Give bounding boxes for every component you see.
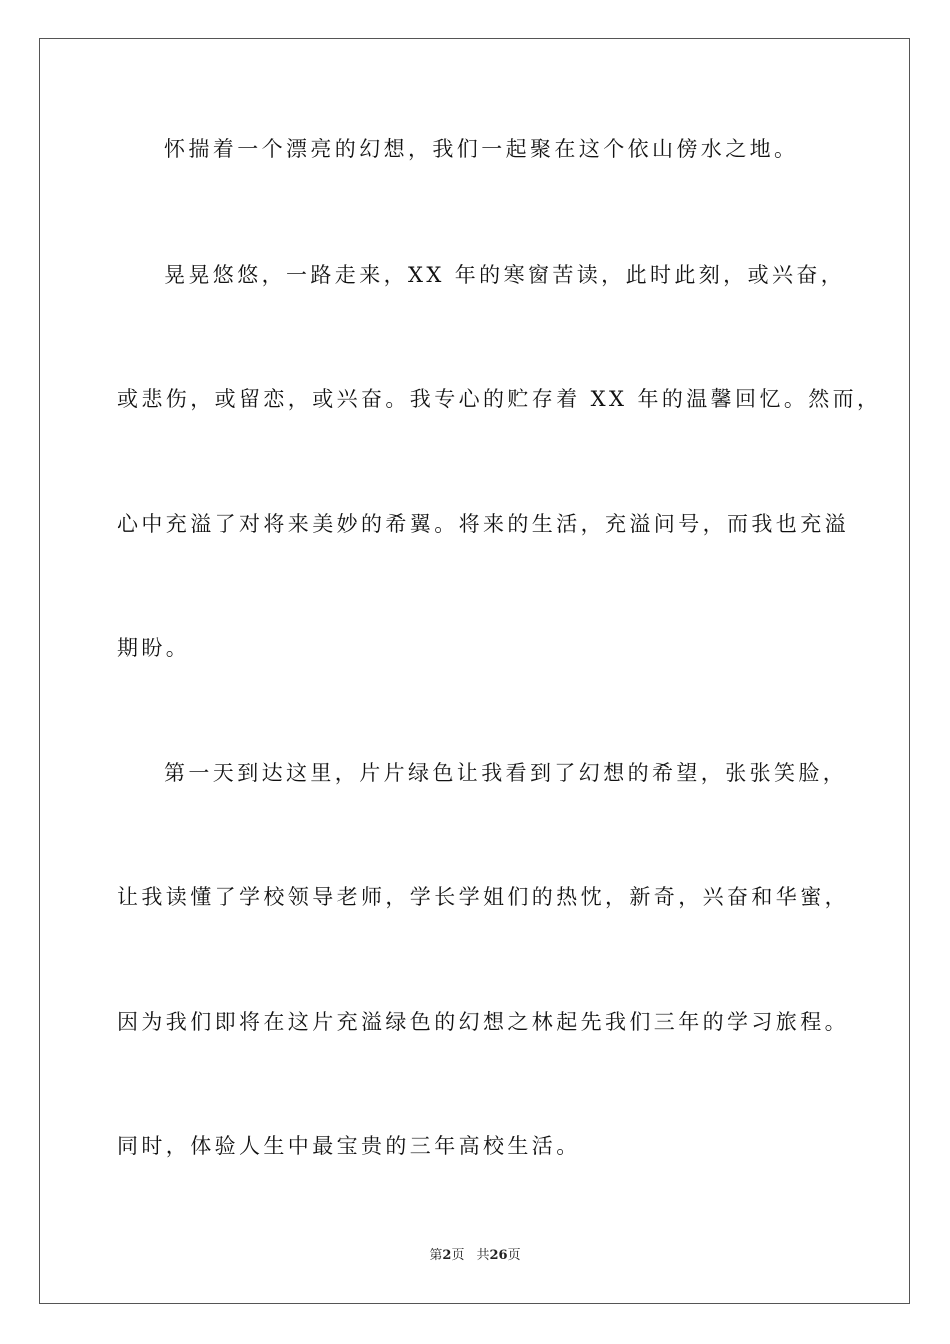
page-border [39,38,910,1304]
page-footer [0,1247,950,1265]
paragraph-1-line-1: 怀揣着一个漂亮的幻想，我们一起聚在这个依山傍水之地。 [164,137,799,161]
paragraph-2-line-2: 或悲伤，或留恋，或兴奋。我专心的贮存着 XX 年的温馨回忆。然而， [117,387,882,411]
paragraph-3-line-2: 让我读懂了学校领导老师，学长学姐们的热忱，新奇，兴奋和华蜜， [117,885,849,909]
page-number: 2 [442,1248,452,1263]
total-label-suffix: 页 [507,1248,521,1263]
paragraph-3-line-1: 第一天到达这里，片片绿色让我看到了幻想的希望，张张笑脸， [164,761,848,785]
paragraph-3-line-3: 因为我们即将在这片充溢绿色的幻想之林起先我们三年的学习旅程。 [117,1010,849,1034]
page-label-prefix: 第 [429,1248,443,1263]
paragraph-2-line-3: 心中充溢了对将来美妙的希翼。将来的生活，充溢问号，而我也充溢 [117,512,849,536]
page-label-suffix: 页 [451,1248,465,1263]
total-label-prefix: 共 [476,1248,490,1263]
paragraph-2-line-4: 期盼。 [117,636,191,660]
paragraph-2-line-1: 晃晃悠悠，一路走来，XX 年的寒窗苦读，此时此刻，或兴奋， [164,263,846,287]
paragraph-3-line-4: 同时，体验人生中最宝贵的三年高校生活。 [117,1134,581,1158]
total-pages: 26 [489,1248,508,1263]
